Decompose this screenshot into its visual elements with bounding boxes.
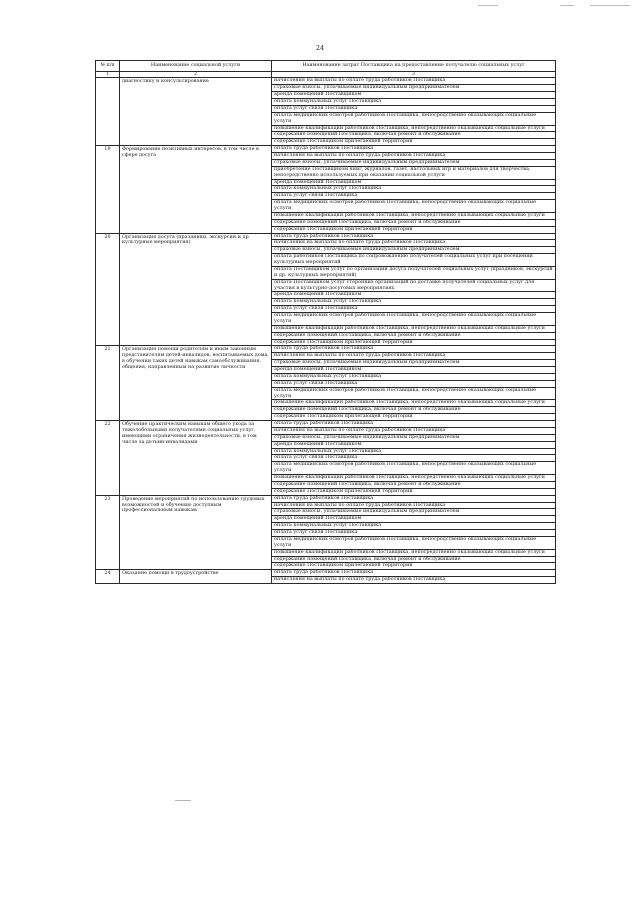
cost-item: оплата коммунальных услуг Поставщика — [272, 523, 555, 530]
cost-item: страховые взносы, уплачиваемые индивидуальным предпринимателем — [272, 435, 555, 442]
cost-item: содержание помещений Поставщика, включая ремонт и обслуживание — [272, 132, 555, 139]
column-index: 3 — [272, 71, 556, 78]
cost-item: оплата труда работников Поставщика — [272, 346, 555, 353]
cost-item: аренда помещений Поставщиком — [272, 516, 555, 523]
service-name: Формирование позитивных интересов, в том числе в сфере досуга — [120, 146, 272, 233]
cost-item: оплата медицинских осмотров работников Поставщика, непосредственно оказывающих социальные услуги — [272, 388, 555, 401]
cost-item: оплата труда работников Поставщика — [272, 234, 555, 241]
row-number: 24 — [96, 570, 120, 584]
cost-item: оплата коммунальных услуг Поставщика — [272, 186, 555, 193]
cost-item: оплата услуг связи Поставщика — [272, 193, 555, 200]
cost-item: повышение квалификации работников Поставщика, непосредственно оказывающих социальные услуги — [272, 213, 555, 220]
cost-item: повышение квалификации работников Поставщика, непосредственно оказывающих социальные услуги — [272, 126, 555, 133]
cost-item: содержание помещений Поставщика, включая ремонт и обслуживание — [272, 220, 555, 227]
cost-item: повышение квалификации работников Поставщика, непосредственно оказывающих социальные услуги — [272, 326, 555, 333]
social-services-cost-table — [95, 60, 556, 584]
service-name: Обучение практическим навыкам общего ухода за тяжелобольными получателями социальных услуг, имеющими ограничения жизнедеятельности, в том числе за детьми-инвалидами — [120, 421, 272, 496]
cost-item: оплата труда работников Поставщика — [272, 146, 555, 153]
cost-item: аренда помещений Поставщиком — [272, 367, 555, 374]
cost-item: содержание Поставщиком прилегающей территории — [274, 562, 413, 569]
table-row — [96, 146, 556, 233]
table-row — [96, 78, 556, 146]
row-number — [96, 78, 120, 146]
scan-mark — [175, 800, 191, 801]
table-body — [96, 78, 556, 584]
cost-item: содержание Поставщиком прилегающей территории — [274, 225, 413, 232]
cost-item: оплата труда работников Поставщика — [272, 421, 555, 428]
table-row — [96, 233, 556, 346]
cost-item: страховые взносы, уплачиваемые индивидуальным предпринимателем — [272, 85, 555, 92]
cost-item: содержание Поставщиком прилегающей территории — [274, 487, 413, 494]
header-service-name: Наименование социальной услуги — [120, 61, 272, 72]
service-name: Организация помощи родителям и иным законным представителям детей-инвалидов, воспитываемых дома, в обучении таких детей навыкам самообслуживания, общения, направленным на развитие личности — [120, 346, 272, 421]
cost-list — [272, 146, 556, 233]
cost-list — [272, 570, 556, 584]
page-number: 24 — [315, 44, 325, 52]
cost-list — [272, 495, 556, 570]
cost-list — [272, 346, 556, 421]
cost-item: содержание помещений Поставщика, включая ремонт и обслуживание — [272, 557, 555, 564]
cost-item: оплата труда работников Поставщика — [272, 570, 555, 577]
header-cost-name: Наименование затрат Поставщика на предоставление получателю социальных услуг — [272, 61, 556, 72]
cost-item: повышение квалификации работников Поставщика, непосредственно оказывающих социальные услуги — [272, 475, 555, 482]
cost-item: аренда помещений Поставщиком — [272, 292, 555, 299]
cost-item: оплата Поставщиком услуг сторонних организаций по доставке получателей социальных услуг для участия в культурно-досуговых мероприятиях — [272, 280, 555, 293]
table-row — [96, 421, 556, 496]
cost-item: аренда помещений Поставщиком — [272, 180, 555, 187]
cost-item: страховые взносы, уплачиваемые индивидуальным предпринимателем — [272, 360, 555, 367]
table-header-row — [96, 61, 556, 72]
cost-item: оплата коммунальных услуг Поставщика — [272, 299, 555, 306]
cost-list — [272, 233, 556, 346]
cost-list — [272, 421, 556, 496]
cost-item: оплата услуг связи Поставщика — [272, 381, 555, 388]
row-number: 22 — [96, 421, 120, 496]
cost-item: оплата медицинских осмотров работников Поставщика, непосредственно оказывающих социальные услуги — [272, 200, 555, 213]
service-name: Организация досуга (праздники, экскурсии и др. культурные мероприятия) — [120, 233, 272, 346]
cost-item: оплата услуг связи Поставщика — [272, 306, 555, 313]
service-name: диагностику и консультирование — [120, 78, 272, 146]
cost-item: аренда помещений Поставщиком — [272, 92, 555, 99]
cost-item: аренда помещений Поставщиком — [272, 442, 555, 449]
cost-item: оплата услуг связи Поставщика — [272, 530, 555, 537]
cost-item: оплата коммунальных услуг Поставщика — [272, 449, 555, 456]
cost-item: содержание помещений Поставщика, включая ремонт и обслуживание — [272, 333, 555, 340]
cost-item: страховые взносы, уплачиваемые индивидуальным предпринимателем — [272, 160, 555, 167]
row-number: 21 — [96, 346, 120, 421]
cost-list — [272, 78, 556, 146]
cost-item: приобретение Поставщиком книг, журналов, газет, настольных игр и материалов для творчества, непосредственно используемых при оказании социальной услуги — [272, 167, 555, 180]
cost-item: содержание Поставщиком прилегающей территории — [274, 138, 413, 145]
scan-top-edge — [0, 5, 640, 8]
cost-item: начисления на выплаты по оплате труда работников Поставщика — [272, 240, 555, 247]
cost-item: оплата труда работников Поставщика — [272, 496, 555, 503]
table-row — [96, 346, 556, 421]
header-number: № п/п — [96, 61, 120, 72]
cost-item: начисления на выплаты по оплате труда работников Поставщика — [272, 353, 555, 360]
table-row — [96, 495, 556, 570]
cost-item: оплата медицинских осмотров работников Поставщика, непосредственно оказывающих социальные услуги — [272, 313, 555, 326]
cost-item: начисления на выплаты по оплате труда работников Поставщика — [272, 503, 555, 510]
cost-item: оплата Поставщиком услуг по организации досуга получателей социальных услуг (праздников, экскурсий и др. культурных мероприятий) — [272, 267, 555, 280]
cost-item: содержание помещений Поставщика, включая ремонт и обслуживание — [272, 482, 555, 489]
cost-item: начисления на выплаты по оплате труда работников Поставщика — [272, 78, 555, 85]
cost-item: начисления на выплаты по оплате труда работников Поставщика — [272, 428, 555, 435]
cost-item: оплата услуг связи Поставщика — [272, 106, 555, 113]
table-row — [96, 570, 556, 584]
cost-item: содержание Поставщиком прилегающей территории — [274, 338, 413, 345]
cost-item: начисления на выплаты по оплате труда работников Поставщика — [274, 576, 446, 583]
cost-item: содержание помещений Поставщика, включая ремонт и обслуживание — [272, 407, 555, 414]
cost-item: оплата работников Поставщика по сопровождению получателей социальных услуг при посещении культурных мероприятий — [272, 254, 555, 267]
row-number: 23 — [96, 495, 120, 570]
row-number: 19 — [96, 146, 120, 233]
cost-item: повышение квалификации работников Поставщика, непосредственно оказывающих социальные услуги — [272, 550, 555, 557]
cost-item: оплата услуг связи Поставщика — [272, 455, 555, 462]
cost-item: оплата медицинских осмотров работников Поставщика, непосредственно оказывающих социальные услуги — [272, 537, 555, 550]
cost-item: страховые взносы, уплачиваемые индивидуальным предпринимателем — [272, 247, 555, 254]
cost-item: страховые взносы, уплачиваемые индивидуальным предпринимателем — [272, 509, 555, 516]
row-number: 20 — [96, 233, 120, 346]
service-name: Проведение мероприятий по использованию трудовых возможностей и обучению доступным профессиональным навыкам — [120, 495, 272, 570]
cost-item: содержание Поставщиком прилегающей территории — [274, 413, 413, 420]
cost-item: оплата коммунальных услуг Поставщика — [272, 99, 555, 106]
column-index: 1 — [96, 71, 120, 78]
cost-item: оплата коммунальных услуг Поставщика — [272, 374, 555, 381]
cost-item: начисления на выплаты по оплате труда работников Поставщика — [272, 153, 555, 160]
cost-item: повышение квалификации работников Поставщика, непосредственно оказывающих социальные услуги — [272, 400, 555, 407]
cost-item: оплата медицинских осмотров работников Поставщика, непосредственно оказывающих социальные услуги — [272, 462, 555, 475]
cost-item: оплата медицинских осмотров работников Поставщика, непосредственно оказывающих социальные услуги — [272, 113, 555, 126]
column-index: 2 — [120, 71, 272, 78]
service-name: Оказание помощи в трудоустройстве — [120, 570, 272, 584]
